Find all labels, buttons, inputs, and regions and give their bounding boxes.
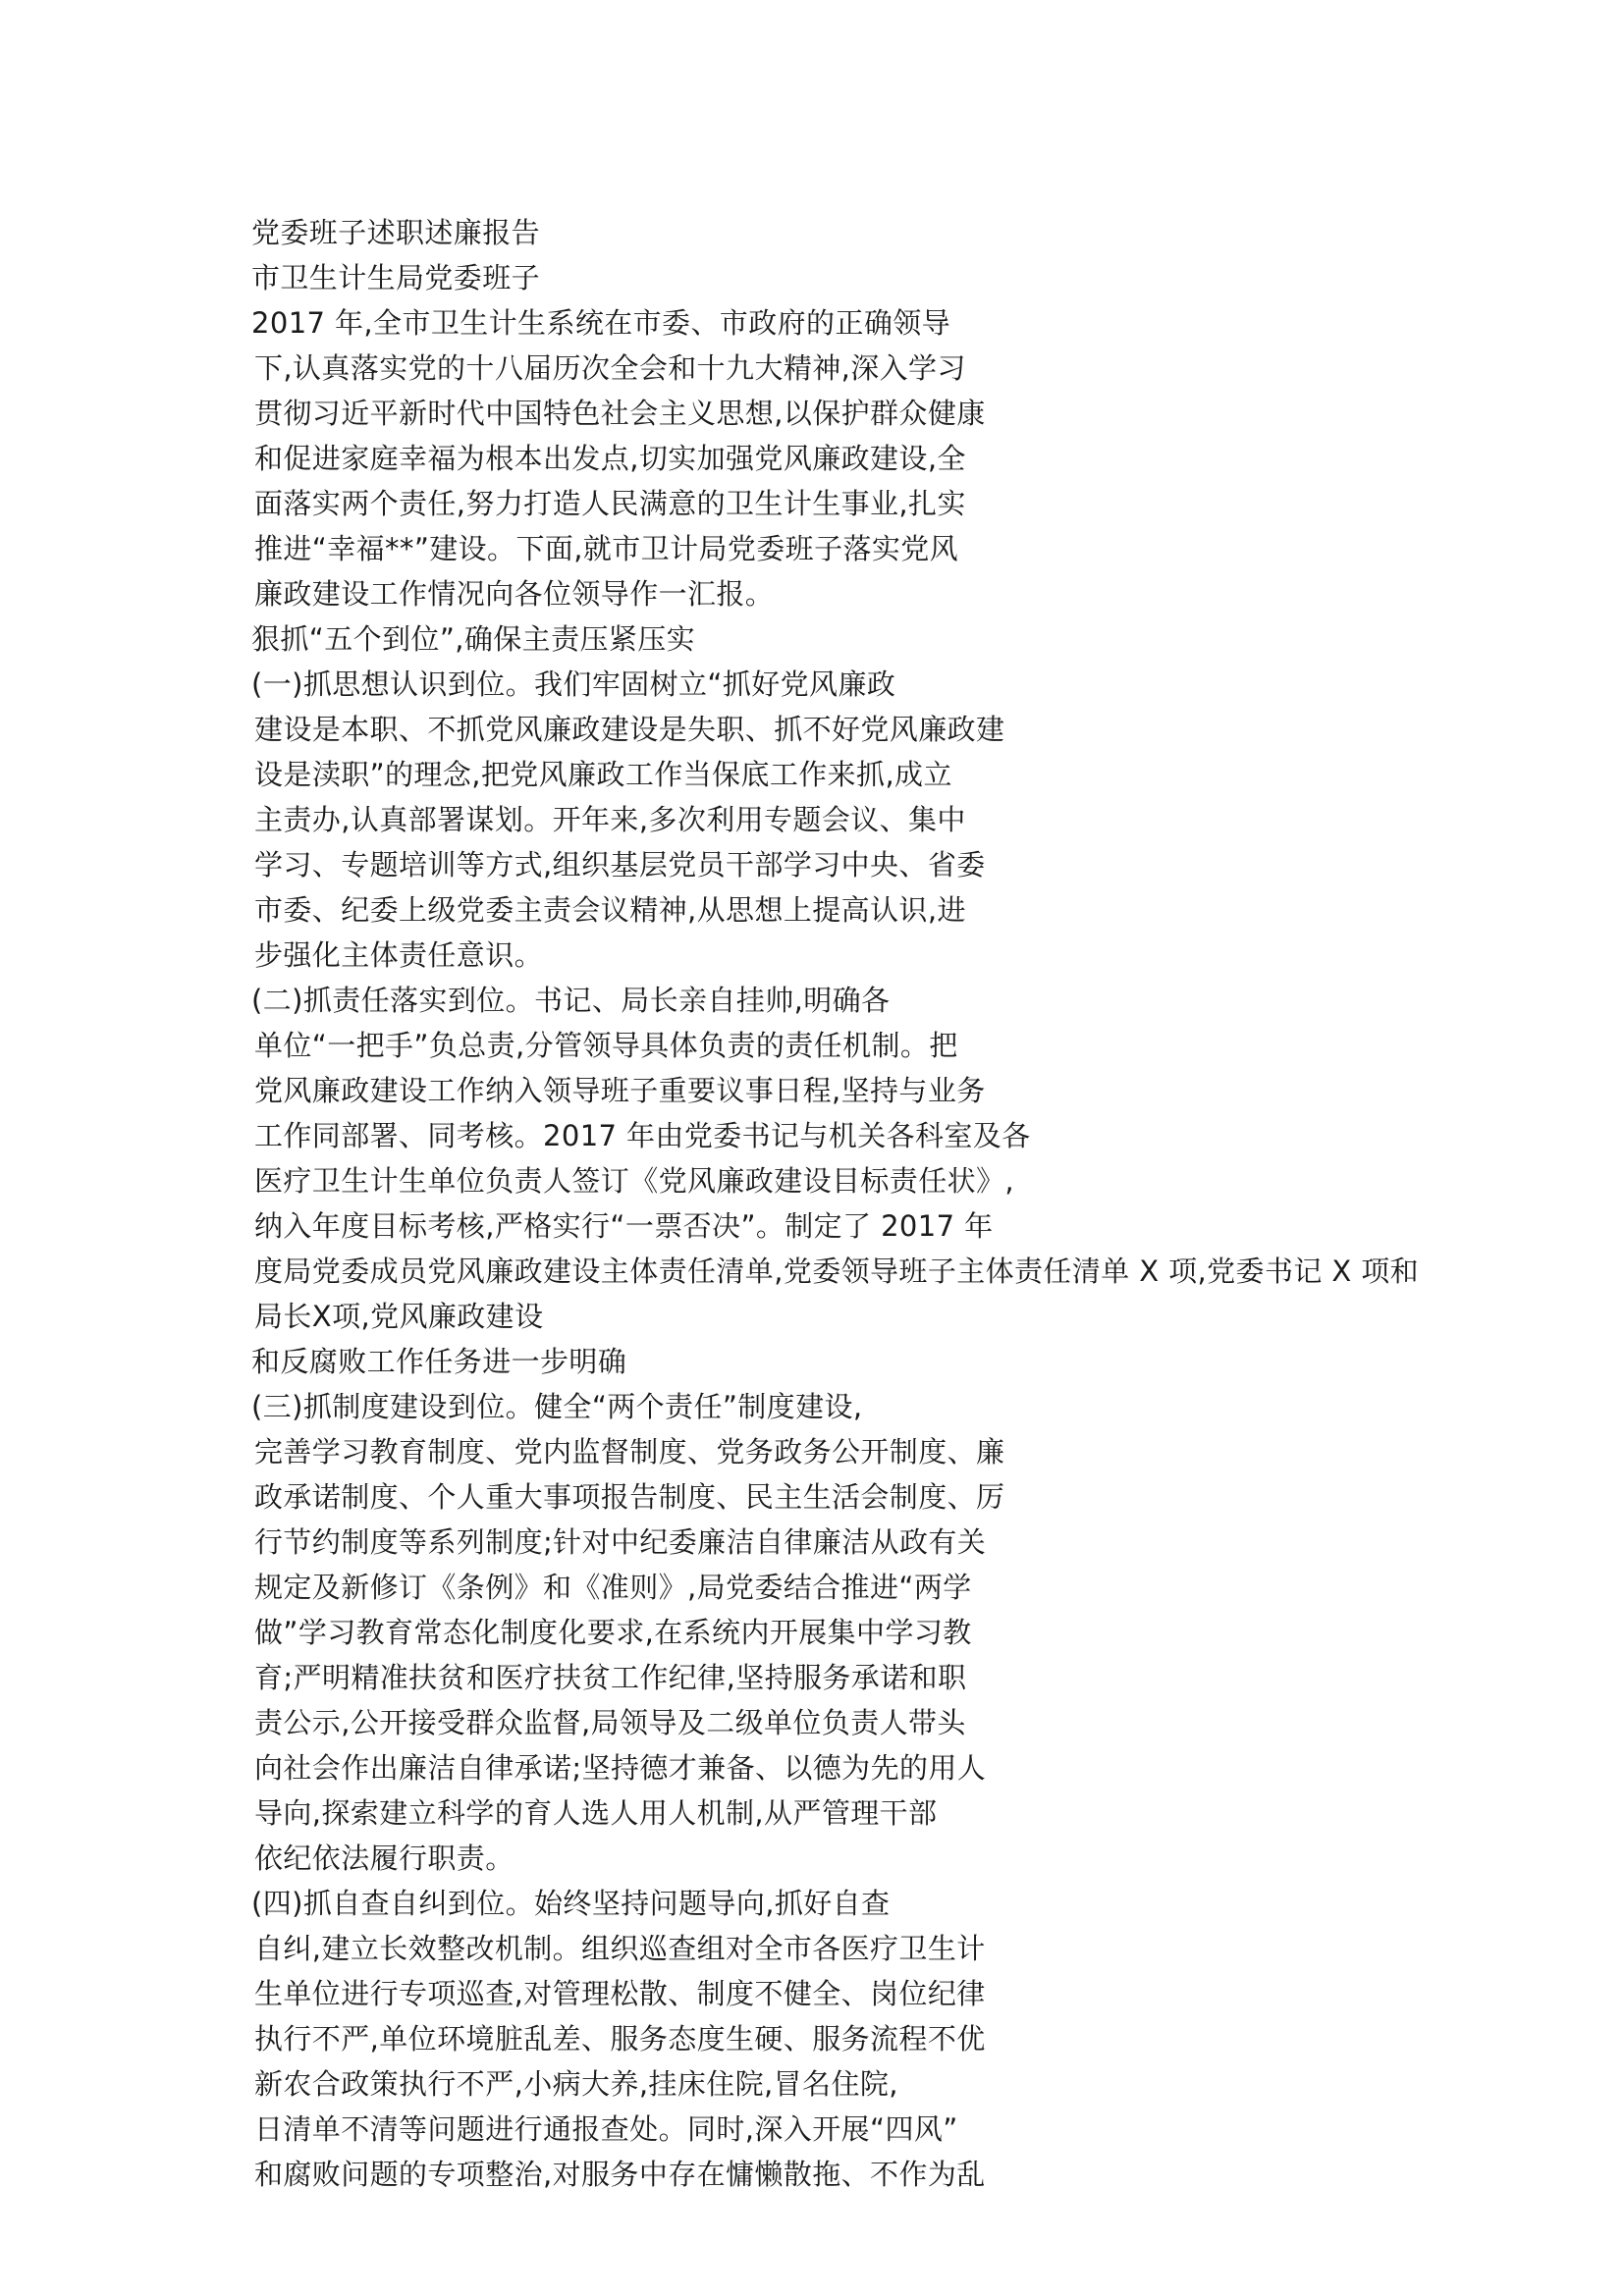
paragraph-line: 和腐败问题的专项整治,对服务中存在慵懒散拖、不作为乱 <box>254 2158 986 2191</box>
paragraph-line: 工作同部署、同考核。2017 年由党委书记与机关各科室及各 <box>254 1119 1031 1152</box>
paragraph-line: 和促进家庭幸福为根本出发点,切实加强党风廉政建设,全 <box>254 442 966 475</box>
paragraph-line: 下,认真落实党的十八届历次全会和十九大精神,深入学习 <box>254 351 966 385</box>
paragraph-line: 廉政建设工作情况向各位领导作一汇报。 <box>254 577 775 611</box>
paragraph-line: 纳入年度目标考核,严格实行“一票否决”。制定了 2017 年 <box>254 1209 994 1243</box>
paragraph-line: 推进“幸福**”建设。下面,就市卫计局党委班子落实党风 <box>254 532 959 565</box>
paragraph-line: 医疗卫生计生单位负责人签订《党风廉政建设目标责任状》, <box>254 1164 1015 1198</box>
paragraph-line: 行节约制度等系列制度;针对中纪委廉洁自律廉洁从政有关 <box>254 1525 987 1559</box>
paragraph-line: 党风廉政建设工作纳入领导班子重要议事日程,坚持与业务 <box>254 1074 986 1107</box>
paragraph-line: 和反腐败工作任务进一步明确 <box>251 1345 627 1378</box>
paragraph-line: 执行不严,单位环境脏乱差、服务态度生硬、服务流程不优 <box>254 2022 986 2056</box>
paragraph-line: 政承诺制度、个人重大事项报告制度、民主生活会制度、厉 <box>254 1480 1005 1514</box>
paragraph-line: 日清单不清等问题进行通报查处。同时,深入开展“四风” <box>254 2112 958 2146</box>
paragraph-line: 生单位进行专项巡查,对管理松散、制度不健全、岗位纪律 <box>254 1977 986 2010</box>
paragraph-line: 单位“一把手”负总责,分管领导具体负责的责任机制。把 <box>254 1029 958 1062</box>
paragraph-line: 新农合政策执行不严,小病大养,挂床住院,冒名住院, <box>254 2067 898 2101</box>
paragraph-line: 贯彻习近平新时代中国特色社会主义思想,以保护群众健康 <box>254 397 986 430</box>
paragraph-line: 步强化主体责任意识。 <box>254 938 544 972</box>
paragraph-line: 做”学习教育常态化制度化要求,在系统内开展集中学习教 <box>254 1616 972 1649</box>
paragraph-line: 市委、纪委上级党委主责会议精神,从思想上提高认识,进 <box>254 893 966 927</box>
paragraph-line: 局长Ⅹ项,党风廉政建设 <box>254 1300 544 1333</box>
paragraph-line: (一)抓思想认识到位。我们牢固树立“抓好党风廉政 <box>251 667 896 701</box>
paragraph-line: 导向,探索建立科学的育人选人用人机制,从严管理干部 <box>254 1796 938 1830</box>
paragraph-line: 建设是本职、不抓党风廉政建设是失职、抓不好党风廉政建 <box>254 713 1005 746</box>
paragraph-line: (三)抓制度建设到位。健全“两个责任”制度建设, <box>251 1390 863 1423</box>
paragraph-line: (四)抓自查自纠到位。始终坚持问题导向,抓好自查 <box>251 1887 891 1920</box>
paragraph-line: 2017 年,全市卫生计生系统在市委、市政府的正确领导 <box>251 306 951 340</box>
section-heading: 狠抓“五个到位”,确保主责压紧压实 <box>251 622 696 656</box>
document-title: 党委班子述职述廉报告 <box>251 216 541 249</box>
paragraph-line: (二)抓责任落实到位。书记、局长亲自挂帅,明确各 <box>251 984 891 1017</box>
paragraph-line: 规定及新修订《条例》和《准则》,局党委结合推进“两学 <box>254 1571 972 1604</box>
paragraph-line: 完善学习教育制度、党内监督制度、党务政务公开制度、廉 <box>254 1435 1005 1468</box>
document-author: 市卫生计生局党委班子 <box>251 261 541 294</box>
paragraph-line: 向社会作出廉洁自律承诺;坚持德才兼备、以德为先的用人 <box>254 1751 987 1785</box>
paragraph-line: 自纠,建立长效整改机制。组织巡查组对全市各医疗卫生计 <box>254 1932 986 1965</box>
paragraph-line: 度局党委成员党风廉政建设主体责任清单,党委领导班子主体责任清单 X 项,党委书记 X 项和 <box>254 1255 1420 1288</box>
paragraph-line: 育;严明精准扶贫和医疗扶贫工作纪律,坚持服务承诺和职 <box>254 1661 967 1694</box>
paragraph-line: 责公示,公开接受群众监督,局领导及二级单位负责人带头 <box>254 1706 966 1739</box>
paragraph-line: 面落实两个责任,努力打造人民满意的卫生计生事业,扎实 <box>254 487 966 520</box>
paragraph-line: 依纪依法履行职责。 <box>254 1842 514 1875</box>
paragraph-line: 学习、专题培训等方式,组织基层党员干部学习中央、省委 <box>254 848 986 881</box>
paragraph-line: 主责办,认真部署谋划。开年来,多次利用专题会议、集中 <box>254 803 966 836</box>
paragraph-line: 设是渎职”的理念,把党风廉政工作当保底工作来抓,成立 <box>254 758 952 791</box>
document-body <box>251 210 1459 2197</box>
